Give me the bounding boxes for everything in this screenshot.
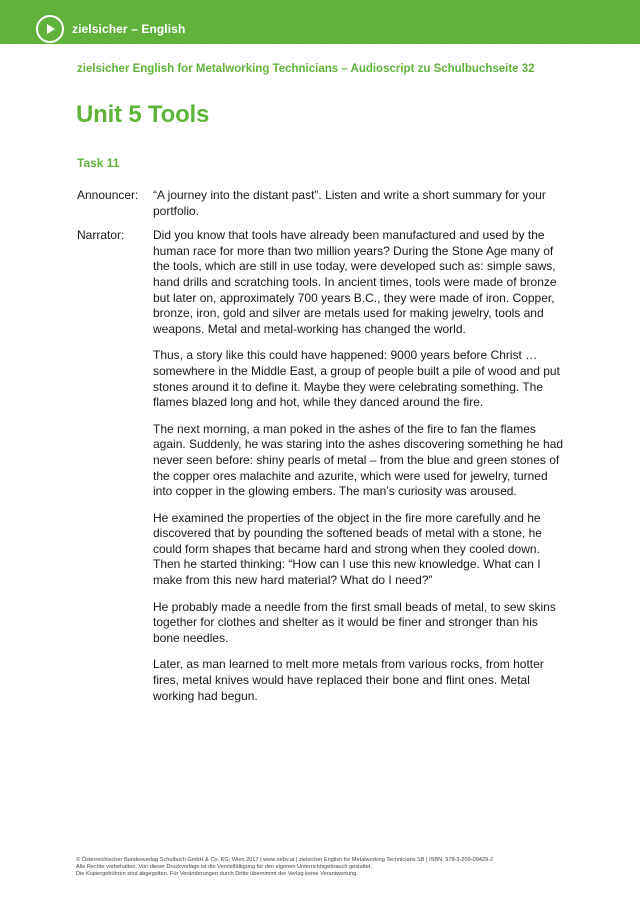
announcer-block: [77, 188, 567, 219]
copyright-footer: [76, 857, 596, 878]
narrator-paragraph: He probably made a needle from the first small beads of metal, to sew skins together for clothes and shelter as it would be finer and stronger than his bone needles.: [153, 599, 556, 645]
narrator-paragraph: He examined the properties of the object in the fire more carefully and he discovered that by pounding the softened beads of metal with a stone, he could form shapes that became hard and strong when they cooled down. Then he started thinking: “How can I use this new knowledge. What can I make from this new hard material? What do I need?”: [153, 510, 542, 588]
footer-line: Die Kopiergebühren sind abgegolten. Für Veränderungen durch Dritte übernimmt der Verlag keine Verantwortung.: [76, 871, 358, 877]
task-heading: Task 11: [77, 156, 120, 170]
brand-logo: [36, 13, 185, 45]
audioscript: [77, 188, 567, 713]
speaker-label: Narrator:: [77, 228, 125, 243]
narrator-block: [77, 228, 567, 704]
speaker-label: Announcer:: [77, 188, 139, 202]
page-title: Unit 5 Tools: [76, 101, 210, 128]
footer-line: Alle Rechte vorbehalten. Von dieser Druckvorlage ist die Vervielfältigung für den eigenen Unterrichtsgebrauch gestattet.: [76, 864, 373, 870]
play-icon: [36, 15, 64, 43]
narrator-paragraph: Thus, a story like this could have happened: 9000 years before Christ … somewhere in the Middle East, a group of people built a pile of wood and put stones around it to define it. Maybe they were celebrating something. The flames blazed long and hot, while they danced around the fire.: [153, 348, 560, 410]
footer-line: © Österreichischer Bundesverlag Schulbuch GmbH & Co. KG, Wien 2017 | www.oebv.at | zielsicher English for Metalworking Technicians SB | ISBN: 978-3-209-09429-2: [76, 857, 494, 863]
announcer-text: “A journey into the distant past”. Listen and write a short summary for your portfolio.: [153, 188, 546, 218]
narrator-paragraph: Did you know that tools have already been manufactured and used by the human race for more than two million years? During the Stone Age many of the tools, which are still in use today, were developed such as: simple saws, hand drills and scratching tools. In ancient times, tools were made of bronze but later on, approximately 700 years B.C., they were made of iron. Copper, bronze, iron, gold and silver are metals used for making jewelry, tools and weapons. Metal and metal-working has changed the world.: [153, 228, 557, 336]
narrator-paragraph: The next morning, a man poked in the ashes of the fire to fan the flames again. Suddenly, he was staring into the ashes discovering something he had never seen before: shiny pearls of metal – from the blue and green stones of the copper ores malachite and azurite, which were used for jewelry, turned into copper in the glowing embers. The man’s curiosity was aroused.: [153, 421, 564, 499]
narrator-paragraph: Later, as man learned to melt more metals from various rocks, from hotter fires, metal knives would have replaced their bone and flint ones. Metal working had begun.: [153, 657, 544, 703]
document-subtitle: zielsicher English for Metalworking Technicians – Audioscript zu Schulbuchseite 32: [77, 63, 535, 75]
brand-name: zielsicher – English: [72, 22, 186, 36]
